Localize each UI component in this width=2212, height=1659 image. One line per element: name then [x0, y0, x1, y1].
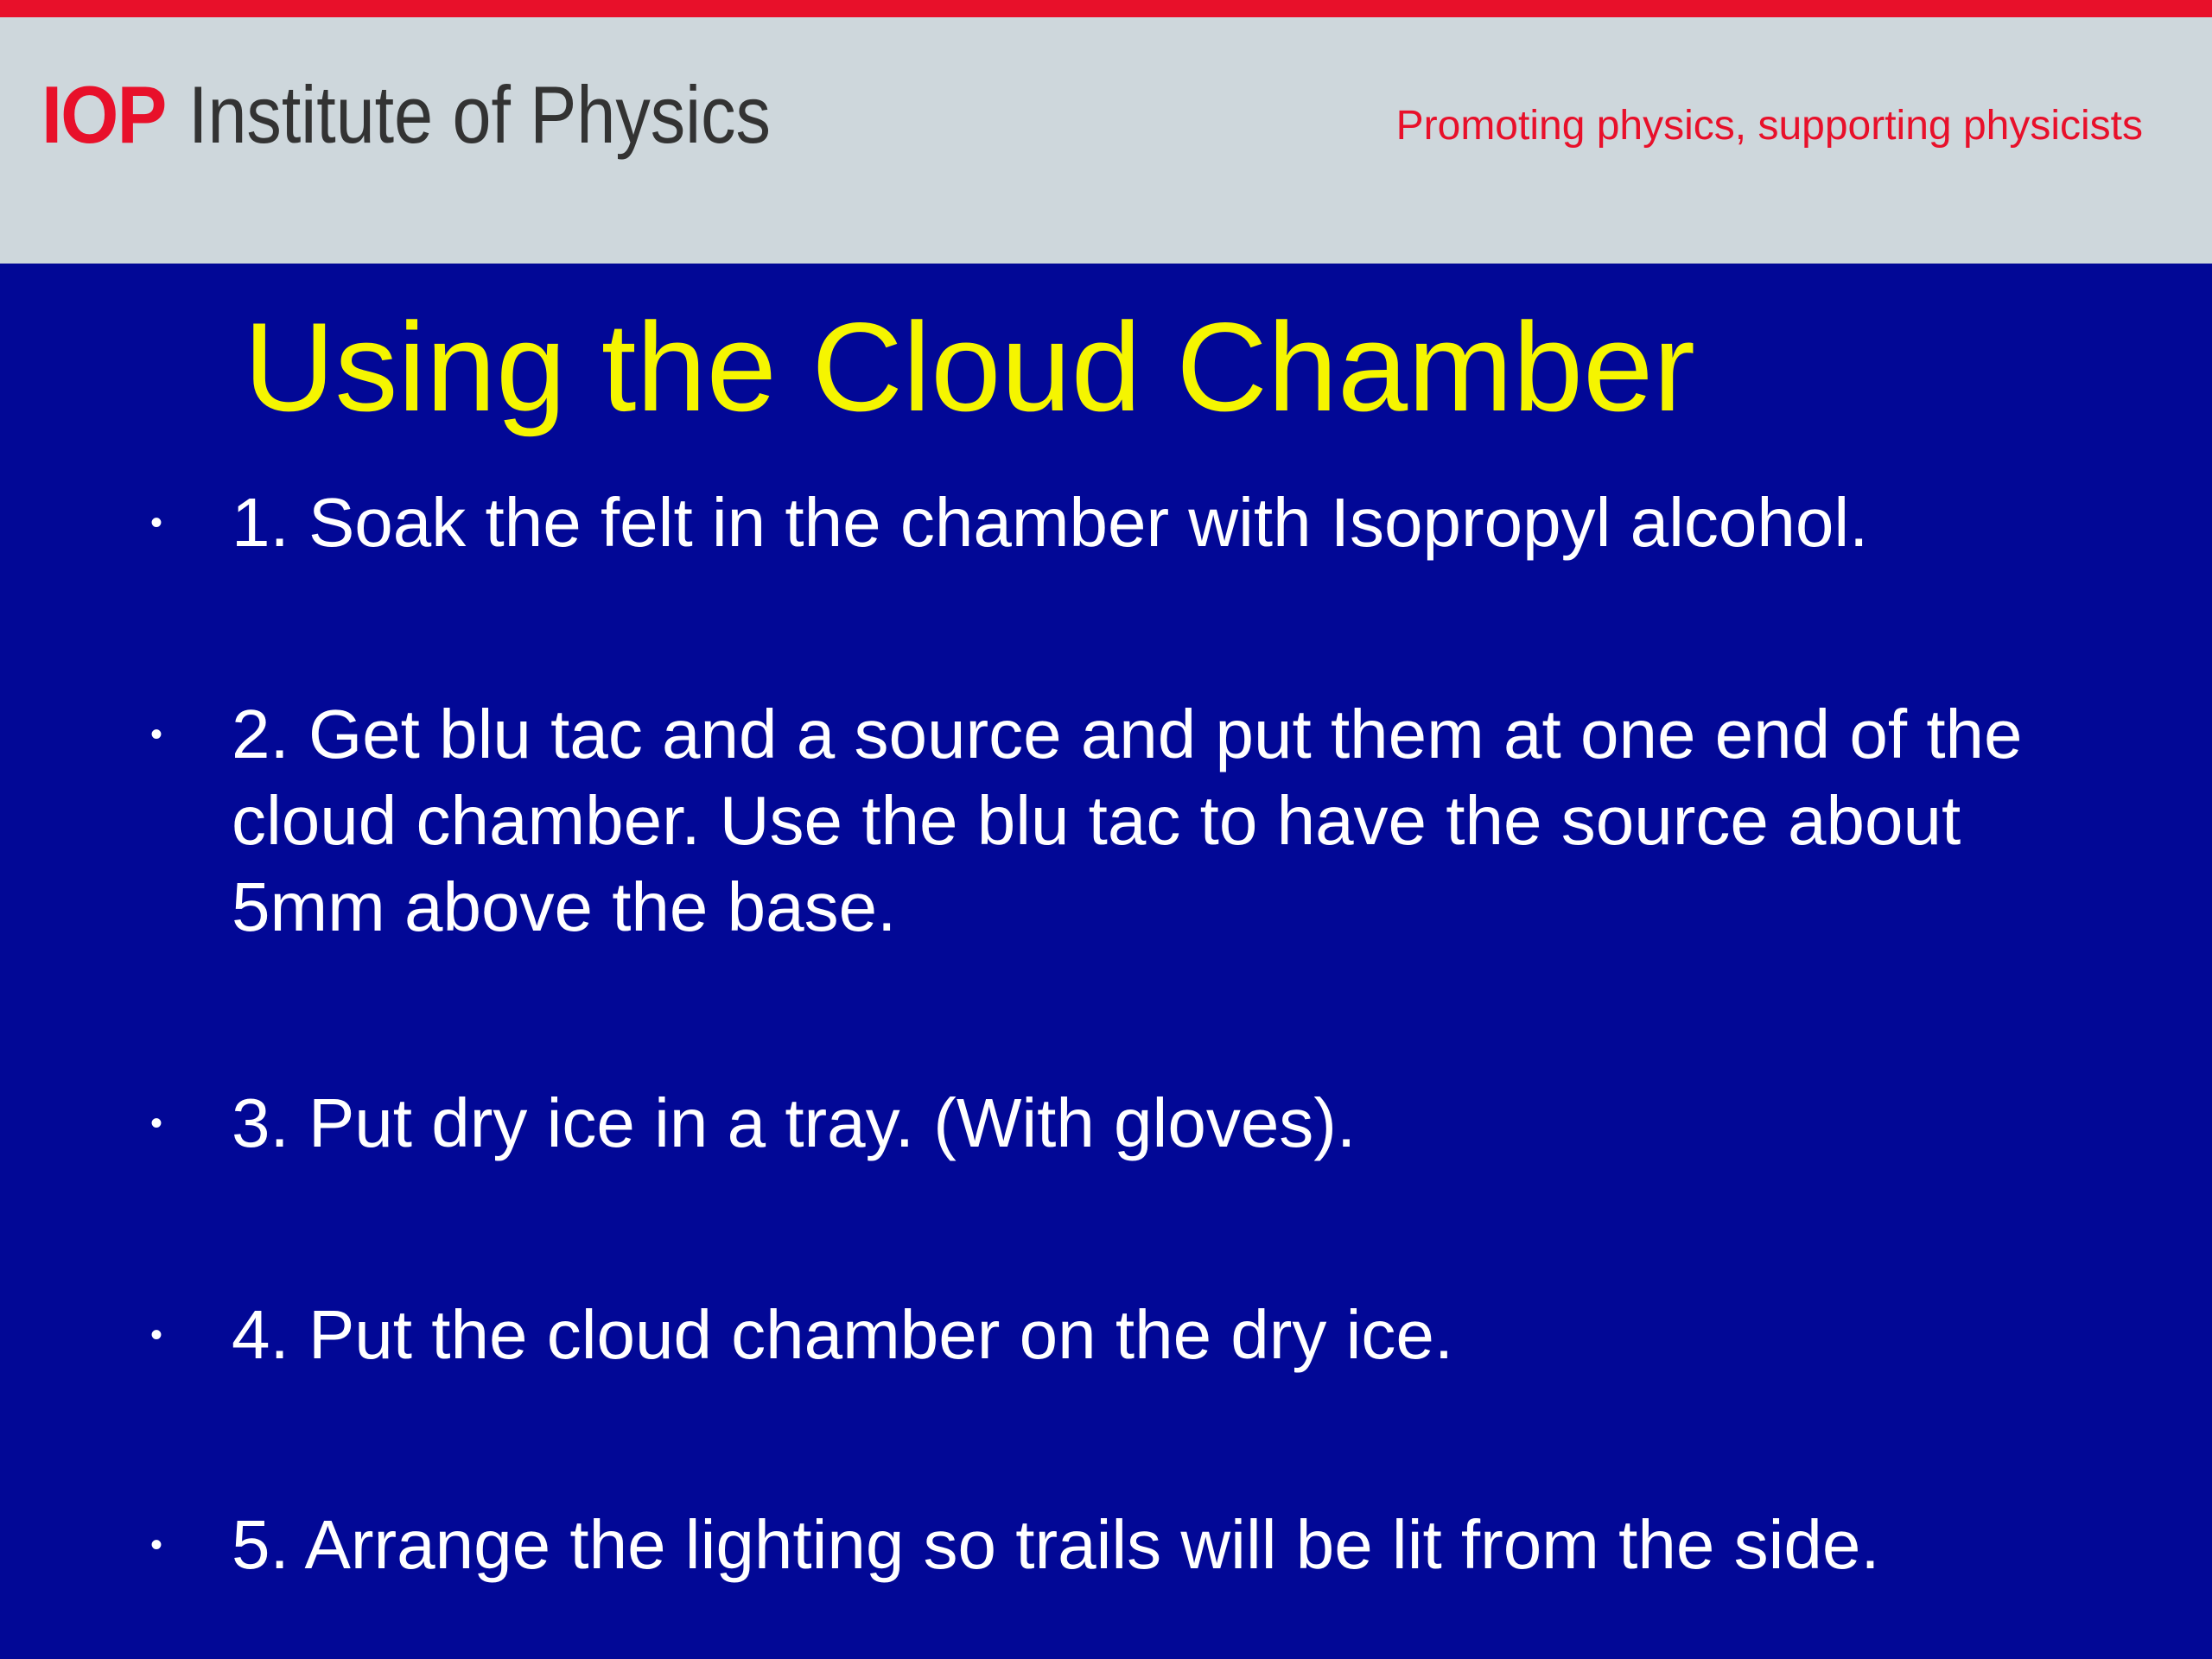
bullet-text: 2. Get blu tac and a source and put them at one end of the cloud chamber. Use the blu tac to have the source about 5mm above the base. [232, 696, 2023, 945]
iop-logo [41, 59, 866, 171]
bullet-text: 1. Soak the felt in the chamber with Isopropyl alcohol. [232, 484, 1869, 561]
logo-name: Institute of Physics [188, 69, 771, 160]
logo-mark: IOP [41, 69, 166, 160]
bullet-dot: • [149, 715, 162, 753]
bullet-dot: • [149, 1316, 162, 1354]
bullet-text: 3. Put dry ice in a tray. (With gloves). [232, 1084, 1357, 1161]
tagline: Promoting physics, supporting physicists [1395, 103, 2143, 149]
bullet-text: 5. Arrange the lighting so trails will be lit from the side. [232, 1506, 1880, 1583]
bullet-dot: • [149, 504, 162, 542]
header-band [0, 17, 2212, 264]
bullet-text: 4. Put the cloud chamber on the dry ice. [232, 1296, 1454, 1373]
bullet-dot: • [149, 1104, 162, 1142]
top-accent-stripe [0, 0, 2212, 17]
slide-title: Using the Cloud Chamber [244, 296, 1695, 437]
bullet-dot: • [149, 1526, 162, 1564]
